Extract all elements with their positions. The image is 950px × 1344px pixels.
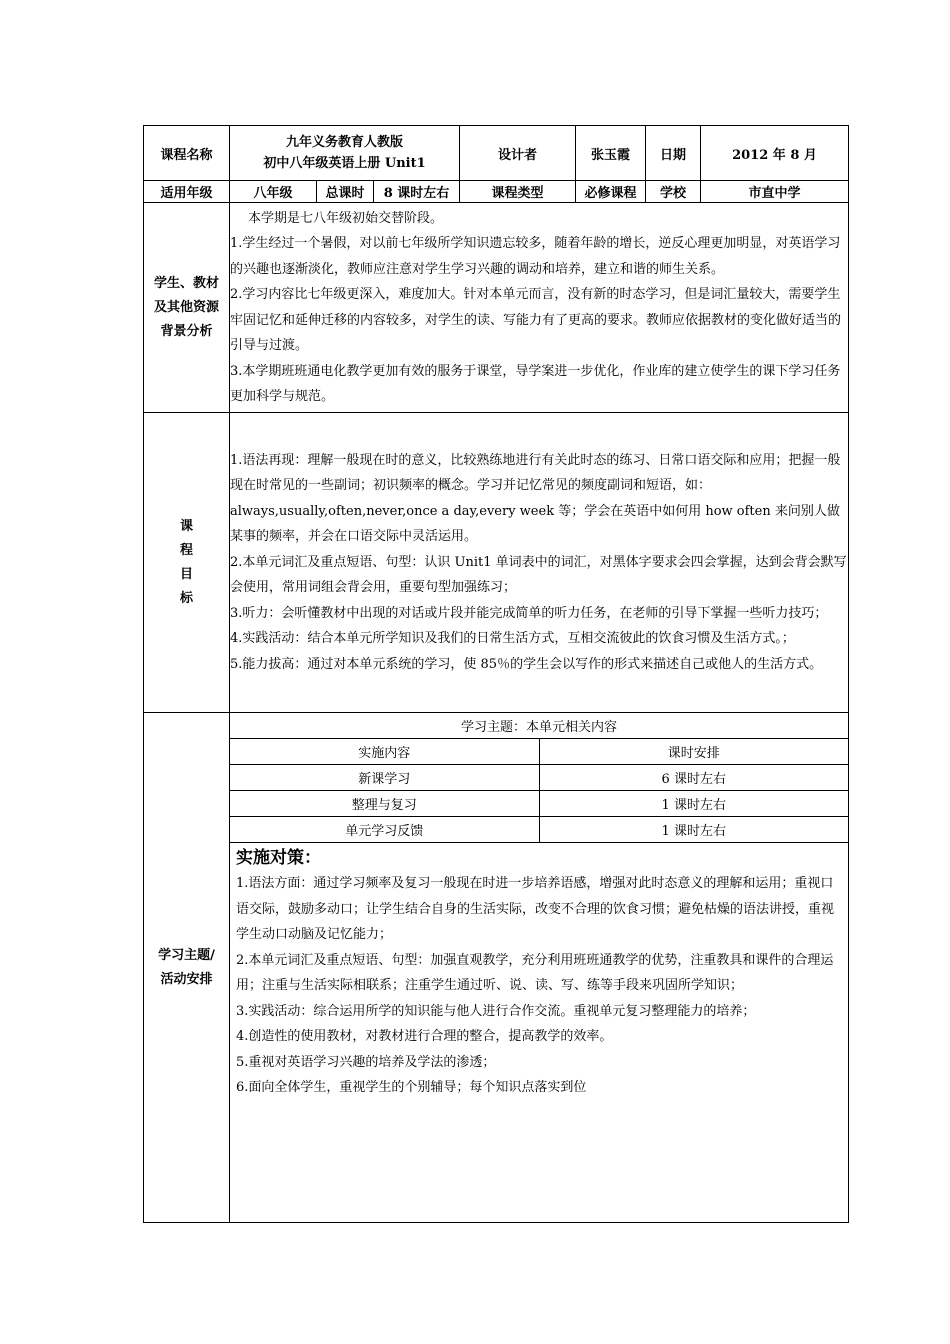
schedule-content: 新课学习	[230, 765, 539, 791]
course-name-line1: 九年义务教育人教版	[285, 135, 403, 150]
strategy-section	[230, 843, 848, 1103]
background-para: 本学期是七八年级初始交替阶段。	[248, 210, 444, 226]
grade-value: 八年级	[230, 181, 317, 203]
schedule-row	[230, 817, 848, 843]
strategy-title: 实施对策：	[236, 848, 321, 868]
background-content	[230, 203, 849, 413]
strategy-item: 4.创造性的使用教材，对教材进行合理的整合，提高教学的效率。	[236, 1029, 613, 1044]
course-plan-table	[143, 125, 849, 1223]
date-label: 日期	[646, 126, 701, 181]
strategy-item: 2.本单元词汇及重点短语、句型：加强直观教学，充分利用班班通教学的优势，注重教具和课件的合理运用；注重与生活实际相联系；注重学生通过听、说、读、写、练等手段来巩固所学知识；	[236, 952, 834, 993]
theme-cell: 学习主题：本单元相关内容	[230, 713, 848, 739]
strategy-item: 5.重视对英语学习兴趣的培养及学法的渗透；	[236, 1054, 496, 1070]
info-row	[144, 181, 849, 203]
course-name-line2: 初中八年级英语上册 Unit1	[263, 156, 426, 171]
schedule-hours: 1 课时左右	[539, 791, 848, 817]
goals-row	[144, 413, 849, 713]
designer-label: 设计者	[460, 126, 576, 181]
course-plan-page	[143, 125, 848, 1214]
goals-content	[230, 413, 849, 713]
goal-item: 4.实践活动：结合本单元所学知识及我们的日常生活方式，互相交流彼此的饮食习惯及生活方式。；	[230, 631, 795, 647]
schedule-hours: 1 课时左右	[539, 817, 848, 843]
background-label: 学生、教材及其他资源背景分析	[144, 203, 230, 413]
date-value: 2012 年 8 月	[701, 126, 849, 181]
goals-label-char: 课	[179, 518, 193, 534]
schedule-hours: 6 课时左右	[539, 765, 848, 791]
grade-label: 适用年级	[144, 181, 230, 203]
schedule-row	[230, 791, 848, 817]
goal-item: 2.本单元词汇及重点短语、句型：认识 Unit1 单词表中的词汇，对黑体字要求会四会掌握，达到会背会默写会使用，常用词组会背会用，重要句型加强练习；	[230, 554, 847, 596]
designer-value: 张玉霞	[576, 126, 646, 181]
schedule-content: 整理与复习	[230, 791, 539, 817]
hours-header: 课时安排	[539, 739, 848, 765]
background-para: 3.本学期班班通电化教学更加有效的服务于课堂，导学案进一步优化，作业库的建立使学生的课下学习任务更加科学与规范。	[230, 363, 841, 404]
course-name	[230, 126, 460, 181]
strategy-item: 3.实践活动：综合运用所学的知识能与他人进行合作交流。重视单元复习整理能力的培养；	[236, 1003, 756, 1019]
goals-label-char: 标	[179, 590, 193, 606]
course-name-label: 课程名称	[144, 126, 230, 181]
hours-label: 总课时	[317, 181, 374, 203]
goals-label	[144, 413, 230, 713]
school-label: 学校	[646, 181, 701, 203]
background-para: 1.学生经过一个暑假，对以前七年级所学知识遗忘较多，随着年龄的增长，逆反心理更加明显，对英语学习的兴趣也逐渐淡化，教师应注意对学生学习兴趣的调动和培养，建立和谐的师生关系。	[230, 236, 841, 277]
header-row	[144, 126, 849, 181]
activities-row	[144, 713, 849, 1223]
content-header: 实施内容	[230, 739, 539, 765]
goal-item: 1.语法再现：理解一般现在时的意义，比较熟练地进行有关此时态的练习、日常口语交际和应用；把握一般现在时常见的一些副词；初识频率的概念。学习并记忆常见的频度副词和短语，如：always,usually,often,never,once a day,every week 等；学会在英语中如何用 how often 来问别人做某事的频率，并会在口语交际中灵活运用。	[230, 452, 841, 545]
goals-label-char: 程	[179, 542, 193, 558]
schedule-content: 单元学习反馈	[230, 817, 539, 843]
background-row	[144, 203, 849, 413]
hours-value: 8 课时左右	[374, 181, 460, 203]
schedule-table	[230, 713, 848, 843]
goal-item: 3.听力：会听懂教材中出现的对话或片段并能完成简单的听力任务，在老师的引导下掌握一些听力技巧；	[230, 605, 828, 621]
type-label: 课程类型	[460, 181, 576, 203]
goals-label-char: 目	[179, 566, 193, 582]
activities-label: 学习主题/活动安排	[144, 713, 230, 1223]
activities-content	[230, 713, 849, 1223]
type-value: 必修课程	[576, 181, 646, 203]
background-para: 2.学习内容比七年级更深入，难度加大。针对本单元而言，没有新的时态学习，但是词汇量较大，需要学生牢固记忆和延伸迁移的内容较多，对学生的读、写能力有了更高的要求。教师应依据教材的变化做好适当的引导与过渡。	[230, 287, 842, 353]
goal-item: 5.能力拔高：通过对本单元系统的学习，使 85％的学生会以写作的形式来描述自己或他人的生活方式。	[230, 656, 823, 672]
strategy-item: 6.面向全体学生，重视学生的个别辅导；每个知识点落实到位	[236, 1080, 587, 1095]
strategy-item: 1.语法方面：通过学习频率及复习一般现在时进一步培养语感，增强对此时态意义的理解和运用；重视口语交际，鼓励多动口；让学生结合自身的生活实际，改变不合理的饮食习惯；避免枯燥的语法讲授，重视学生动口动脑及记忆能力；	[236, 876, 835, 942]
schedule-row	[230, 765, 848, 791]
school-value: 市直中学	[701, 181, 849, 203]
